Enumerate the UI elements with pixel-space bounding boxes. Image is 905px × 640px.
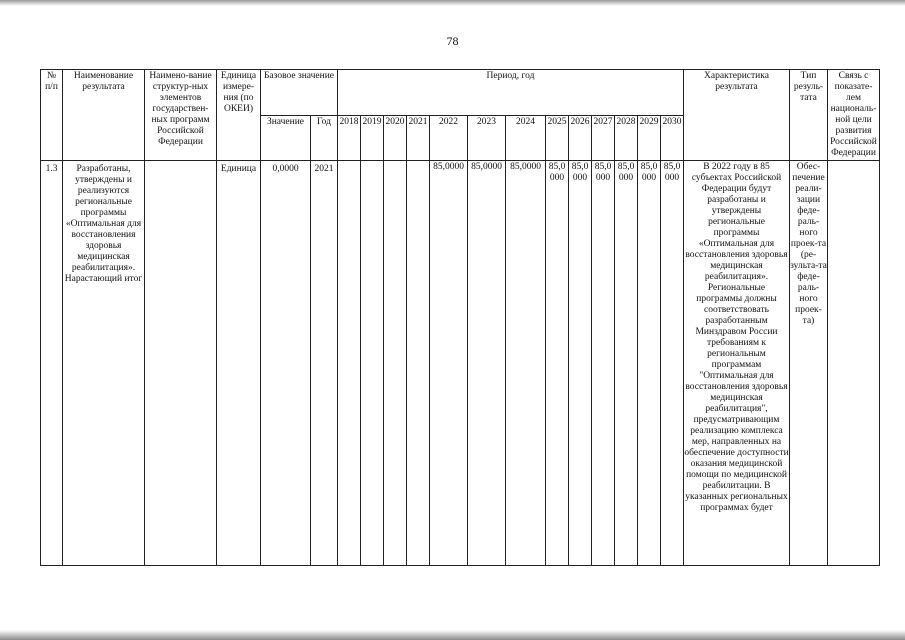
year-2026: 2026	[569, 115, 592, 161]
row-value-2021	[407, 161, 430, 566]
year-2025: 2025	[546, 115, 569, 161]
row-value-2030: 85,0 000	[661, 161, 684, 566]
row-value-2018	[338, 161, 361, 566]
header-period: Период, год	[338, 70, 684, 116]
header-base: Базовое значение	[261, 70, 338, 116]
year-2021: 2021	[407, 115, 430, 161]
header-base-value: Значение	[261, 115, 311, 161]
row-structural-elements	[145, 161, 217, 566]
row-characteristic: В 2022 году в 85 субъектах Российской Федерации будут разработаны и утверждены региональные программы «Оптимальная для восстановления здоровья медицинская реабилитация». Региональные программы должны соответствовать разработанным Минздравом России требованиям к региональным программам "Оптимальная для восстановления здоровья медицинская реабилитация", предусматривающим реализацию комплекса мер, направленных на обеспечение доступности оказания медицинской помощи по медицинской реабилитации. В указанных региональных программах будет	[684, 161, 790, 566]
scan-edge-top	[0, 0, 905, 6]
row-value-2028: 85,0 000	[615, 161, 638, 566]
year-2028: 2028	[615, 115, 638, 161]
year-2019: 2019	[361, 115, 384, 161]
header-type: Тип резуль-тата	[790, 70, 828, 161]
row-value-2024: 85,0000	[506, 161, 546, 566]
page-number: 78	[446, 34, 459, 48]
row-value-2022: 85,0000	[430, 161, 468, 566]
row-value-2026: 85,0 000	[569, 161, 592, 566]
header-result-name: Наименование результата	[63, 70, 145, 161]
header-row-1	[41, 70, 880, 116]
year-2024: 2024	[506, 115, 546, 161]
year-2030: 2030	[661, 115, 684, 161]
results-table	[40, 69, 880, 566]
scan-edge-bottom	[0, 630, 905, 640]
header-num: № п/п	[41, 70, 63, 161]
header-unit: Единица измере-ния (по ОКЕИ)	[217, 70, 261, 161]
header-base-year: Год	[311, 115, 338, 161]
year-2027: 2027	[592, 115, 615, 161]
row-result-name: Разработаны, утверждены и реализуются региональные программы «Оптимальная для восстановления здоровья медицинская реабилитация». Нарастающий итог	[63, 161, 145, 566]
header-national-goal-link: Связь с показате-лем националь-ной цели развития Российской Федерации	[828, 70, 880, 161]
row-num: 1.3	[41, 161, 63, 566]
row-result-type: Обес-печение реали-зации феде-раль-ного проек-та (ре-зульта-та феде-раль-ного проек-та)	[790, 161, 828, 566]
row-value-2029: 85,0 000	[638, 161, 661, 566]
table-row	[41, 161, 880, 566]
row-value-2027: 85,0 000	[592, 161, 615, 566]
year-2023: 2023	[468, 115, 506, 161]
row-value-2020	[384, 161, 407, 566]
row-value-2019	[361, 161, 384, 566]
row-national-goal-link	[828, 161, 880, 566]
row-base-year: 2021	[311, 161, 338, 566]
header-structural-elements: Наимено-вание структур-ных элементов государствен-ных программ Российской Федерации	[145, 70, 217, 161]
year-2029: 2029	[638, 115, 661, 161]
row-unit: Единица	[217, 161, 261, 566]
row-base-value: 0,0000	[261, 161, 311, 566]
row-value-2025: 85,0 000	[546, 161, 569, 566]
year-2020: 2020	[384, 115, 407, 161]
year-2022: 2022	[430, 115, 468, 161]
row-value-2023: 85,0000	[468, 161, 506, 566]
year-2018: 2018	[338, 115, 361, 161]
header-characteristic: Характеристика результата	[684, 70, 790, 161]
